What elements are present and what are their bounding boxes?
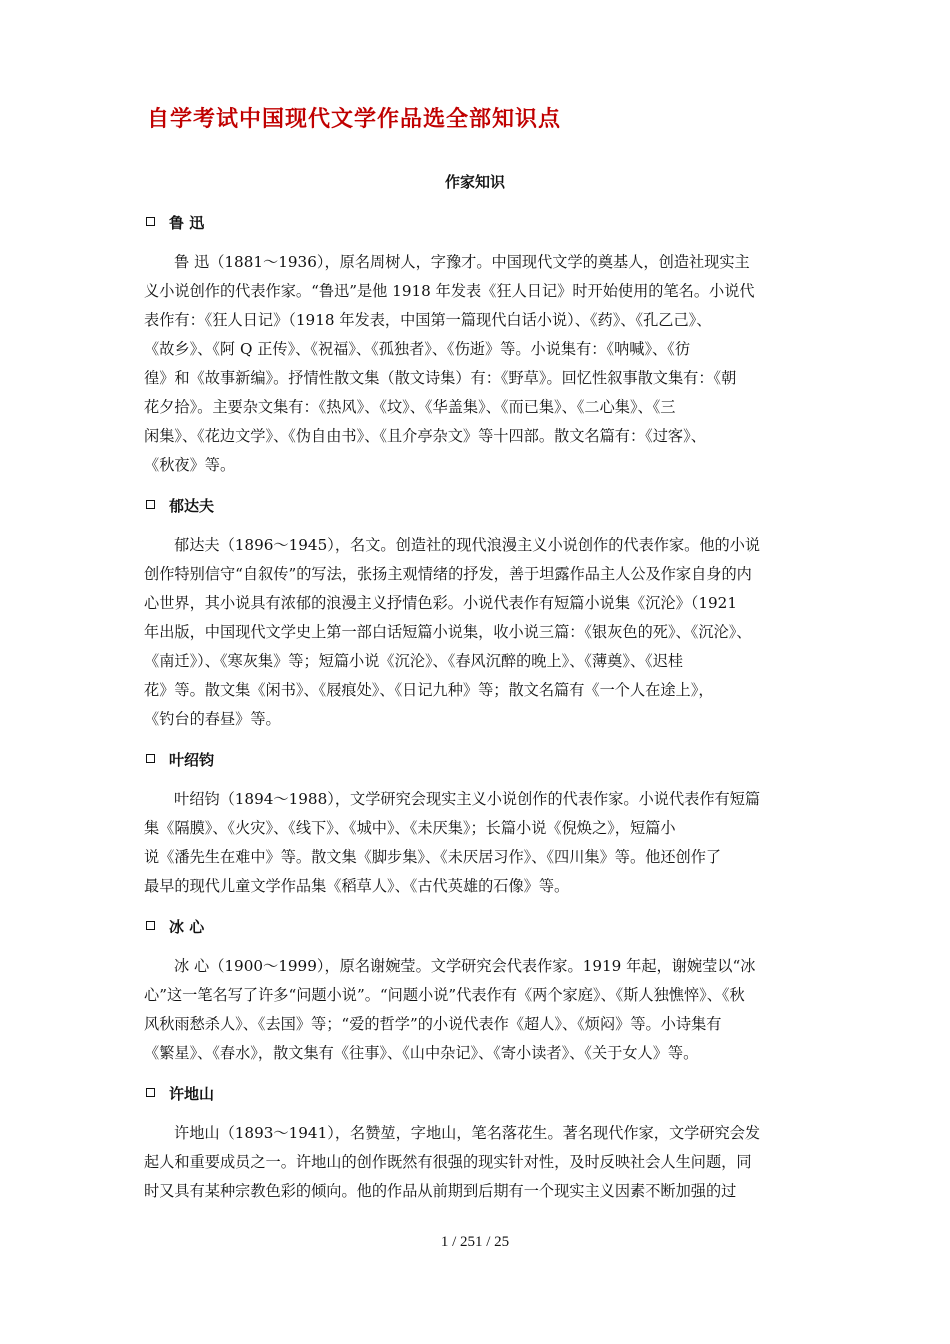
checkbox-bullet-icon xyxy=(146,754,155,763)
paragraph-line: 《繁星》、《春水》，散文集有《往事》、《山中杂记》、《寄小读者》、《关于女人》等。 xyxy=(144,1044,699,1062)
paragraph-line: 风秋雨愁杀人》、《去国》等；“爱的哲学”的小说代表作《超人》、《烦闷》等。小诗集有 xyxy=(144,1015,722,1033)
author-paragraph-yeshaojun xyxy=(144,785,824,901)
paragraph-line: 许地山（1893～1941），名赞堃，字地山，笔名落花生。著名现代作家，文学研究会发 xyxy=(174,1124,761,1142)
paragraph-line: 冰 心（1900～1999），原名谢婉莹。文学研究会代表作家。1919 年起，谢婉莹以“冰 xyxy=(174,957,756,975)
paragraph-line: 心”这一笔名写了许多“问题小说”。“问题小说”代表作有《两个家庭》、《斯人独憔悴》、《秋 xyxy=(144,986,745,1004)
paragraph-line: 郁达夫（1896～1945），名文。创造社的现代浪漫主义小说创作的代表作家。他的小说 xyxy=(174,536,761,554)
page-number: 1 / 251 / 25 xyxy=(440,1234,510,1250)
paragraph-line: 鲁 迅（1881～1936），原名周树人，字豫才。中国现代文学的奠基人，创造社现实主 xyxy=(174,253,750,271)
section-title: 作家知识 xyxy=(444,173,505,191)
paragraph-line: 创作特别信守“自叙传”的写法，张扬主观情绪的抒发，善于坦露作品主人公及作家自身的内 xyxy=(144,565,752,583)
document-title: 自学考试中国现代文学作品选全部知识点 xyxy=(147,107,562,132)
paragraph-line: 最早的现代儿童文学作品集《稻草人》、《古代英雄的石像》等。 xyxy=(144,877,570,895)
author-name: 叶绍钧 xyxy=(169,751,215,769)
author-paragraph-bingxin xyxy=(144,952,824,1068)
checkbox-bullet-icon xyxy=(146,921,155,930)
paragraph-line: 表作有：《狂人日记》（1918 年发表，中国第一篇现代白话小说）、《药》、《孔乙己》、 xyxy=(144,311,712,329)
paragraph-line: 《钓台的春昼》等。 xyxy=(144,710,281,728)
author-name: 冰 心 xyxy=(169,918,205,936)
author-heading-yudafu xyxy=(146,495,214,516)
paragraph-line: 说《潘先生在难中》等。散文集《脚步集》、《未厌居习作》、《四川集》等。他还创作了 xyxy=(144,848,722,866)
author-paragraph-xudishan xyxy=(144,1119,824,1206)
paragraph-line: 集《隔膜》、《火灾》、《线下》、《城中》、《未厌集》；长篇小说《倪焕之》，短篇小 xyxy=(144,819,676,837)
paragraph-line: 闲集》、《花边文学》、《伪自由书》、《且介亭杂文》等十四部。散文名篇有：《过客》、 xyxy=(144,427,706,445)
paragraph-line: 心世界，其小说具有浓郁的浪漫主义抒情色彩。小说代表作有短篇小说集《沉沦》（1921 xyxy=(144,594,737,612)
paragraph-line: 《故乡》、《阿 Q 正传》、《祝福》、《孤独者》、《伤逝》等。小说集有：《呐喊》、《彷 xyxy=(144,340,691,358)
checkbox-bullet-icon xyxy=(146,1088,155,1097)
author-name: 鲁 迅 xyxy=(169,214,205,232)
paragraph-line: 花》等。散文集《闲书》、《屐痕处》、《日记九种》等；散文名篇有《一个人在途上》， xyxy=(144,681,714,699)
author-name: 郁达夫 xyxy=(169,497,215,515)
paragraph-line: 起人和重要成员之一。许地山的创作既然有很强的现实针对性，及时反映社会人生问题，同 xyxy=(144,1153,752,1171)
author-heading-luxun xyxy=(146,212,204,233)
author-paragraph-luxun xyxy=(144,248,824,480)
author-paragraph-yudafu xyxy=(144,531,824,734)
checkbox-bullet-icon xyxy=(146,217,155,226)
paragraph-line: 年出版，中国现代文学史上第一部白话短篇小说集，收小说三篇：《银灰色的死》、《沉沦》、 xyxy=(144,623,752,641)
paragraph-line: 叶绍钧（1894～1988），文学研究会现实主义小说创作的代表作家。小说代表作有短篇 xyxy=(174,790,761,808)
paragraph-line: 花夕拾》。主要杂文集有：《热风》、《坟》、《华盖集》、《而已集》、《二心集》、《三 xyxy=(144,398,676,416)
author-heading-xudishan xyxy=(146,1083,214,1104)
author-name: 许地山 xyxy=(169,1085,215,1103)
paragraph-line: 义小说创作的代表作家。“鲁迅”是他 1918 年发表《狂人日记》时开始使用的笔名。小说代 xyxy=(144,282,755,300)
author-heading-bingxin xyxy=(146,916,204,937)
paragraph-line: 时又具有某种宗教色彩的倾向。他的作品从前期到后期有一个现实主义因素不断加强的过 xyxy=(144,1182,737,1200)
author-heading-yeshaojun xyxy=(146,749,214,770)
checkbox-bullet-icon xyxy=(146,500,155,509)
paragraph-line: 《南迁》）、《寒灰集》等；短篇小说《沉沦》、《春风沉醉的晚上》、《薄奠》、《迟桂 xyxy=(144,652,684,670)
paragraph-line: 《秋夜》等。 xyxy=(144,456,236,474)
paragraph-line: 徨》和《故事新编》。抒情性散文集（散文诗集）有：《野草》。回忆性叙事散文集有：《朝 xyxy=(144,369,737,387)
